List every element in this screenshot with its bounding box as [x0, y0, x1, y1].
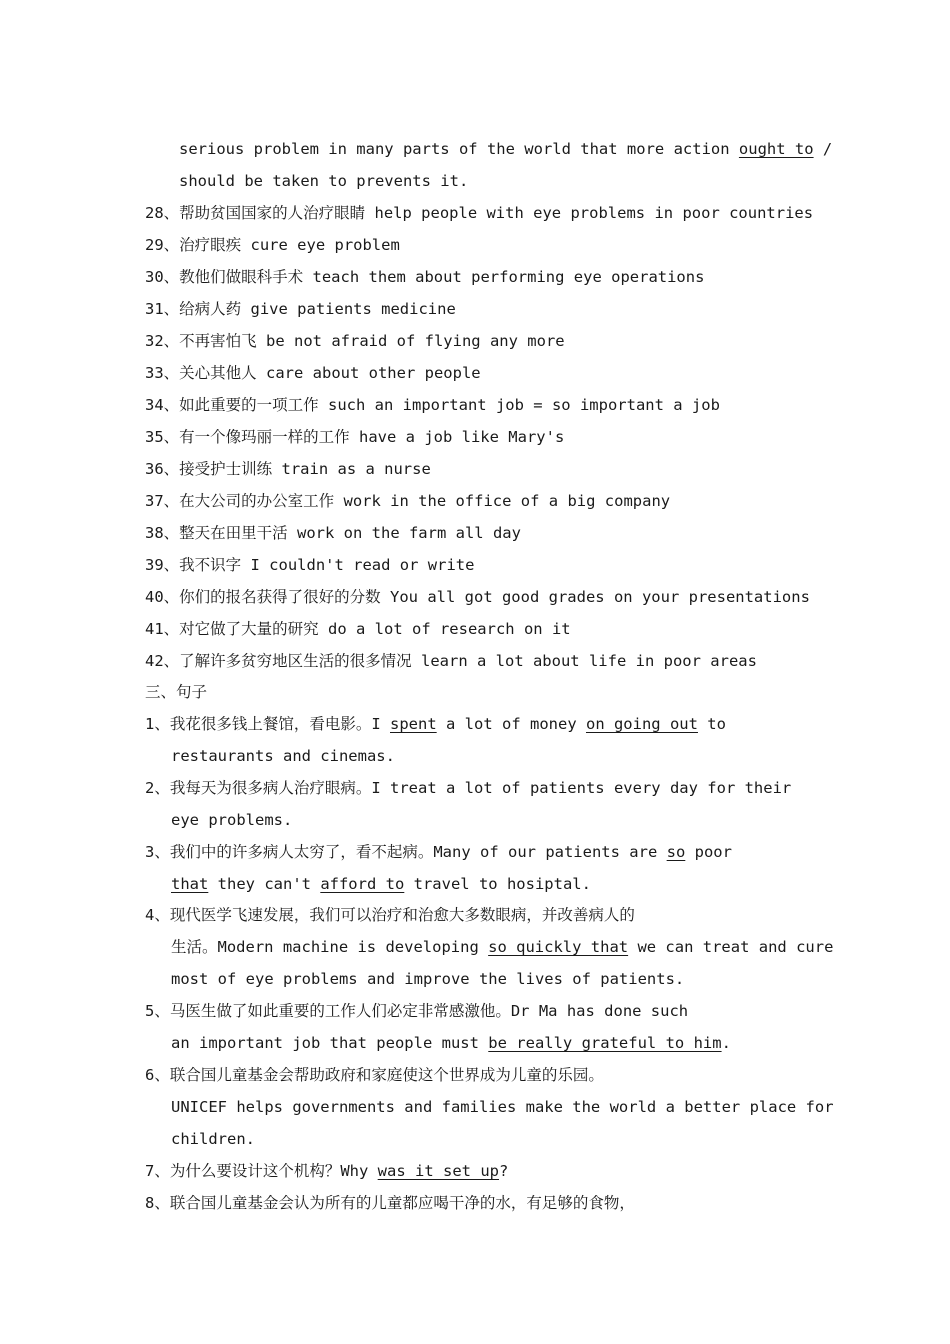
phrase-30: 30、教他们做眼科手术 teach them about performing eye operations — [145, 268, 705, 286]
phrase-33: 33、关心其他人 care about other people — [145, 364, 481, 382]
text: serious problem in many parts of the world that more action — [179, 140, 739, 158]
underlined-answer: be really grateful to him — [488, 1034, 722, 1052]
phrase-41: 41、对它做了大量的研究 do a lot of research on it — [145, 620, 571, 638]
sentence-3-line-1 — [145, 842, 732, 862]
sentence-5-line-2 — [171, 1033, 731, 1053]
section-title: 三、句子 — [145, 683, 208, 701]
sentence-1-line-1 — [145, 714, 726, 734]
sentence-7-line-1 — [145, 1161, 508, 1181]
text: 7、为什么要设计这个机构？Why — [145, 1162, 378, 1180]
sentence-2-line-2: eye problems. — [171, 811, 293, 829]
intro-line-1 — [179, 139, 832, 159]
text: a lot of money — [436, 715, 586, 733]
phrase-34: 34、如此重要的一项工作 such an important job = so important a job — [145, 396, 720, 414]
sentence-1-line-2: restaurants and cinemas. — [171, 747, 395, 765]
phrase-35: 35、有一个像玛丽一样的工作 have a job like Mary's — [145, 428, 565, 446]
text: / — [813, 140, 833, 158]
phrase-28: 28、帮助贫国国家的人治疗眼睛 help people with eye problems in poor countries — [145, 204, 814, 222]
text: poor — [685, 843, 732, 861]
sentence-4-line-2 — [171, 937, 833, 957]
underlined-answer: so quickly that — [488, 938, 629, 956]
text: 生活。Modern machine is developing — [171, 938, 489, 956]
underlined-answer: spent — [390, 715, 437, 733]
text: 3、我们中的许多病人太穷了，看不起病。Many of our patients are — [145, 843, 667, 861]
sentence-4-line-1: 4、现代医学飞速发展，我们可以治疗和治愈大多数眼病，并改善病人的 — [145, 906, 635, 924]
sentence-4-line-3: most of eye problems and improve the lives of patients. — [171, 970, 685, 988]
text: travel to hosiptal. — [404, 875, 591, 893]
intro-line-2: should be taken to prevents it. — [179, 172, 469, 190]
text: 1、我花很多钱上餐馆，看电影。I — [145, 715, 390, 733]
phrase-38: 38、整天在田里干活 work on the farm all day — [145, 524, 521, 542]
sentence-5-line-1: 5、马医生做了如此重要的工作人们必定非常感激他。Dr Ma has done such — [145, 1002, 689, 1020]
sentence-6-line-3: children. — [171, 1130, 255, 1148]
text: ? — [499, 1162, 509, 1180]
underlined-answer: ought to — [738, 140, 814, 158]
underlined-answer: on going out — [585, 715, 698, 733]
text: we can treat and cure — [628, 938, 834, 956]
phrase-32: 32、不再害怕飞 be not afraid of flying any more — [145, 332, 565, 350]
phrase-39: 39、我不识字 I couldn't read or write — [145, 556, 475, 574]
text: to — [697, 715, 726, 733]
phrase-29: 29、治疗眼疾 cure eye problem — [145, 236, 400, 254]
underlined-answer: was it set up — [377, 1162, 499, 1180]
underlined-answer: afford to — [320, 875, 405, 893]
underlined-answer: that — [171, 875, 209, 893]
phrase-40: 40、你们的报名获得了很好的分数 You all got good grades on your presentations — [145, 588, 810, 606]
sentence-8-line-1: 8、联合国儿童基金会认为所有的儿童都应喝干净的水，有足够的食物， — [145, 1194, 635, 1212]
sentence-3-line-2 — [171, 874, 591, 894]
phrase-31: 31、给病人药 give patients medicine — [145, 300, 456, 318]
sentence-2-line-1: 2、我每天为很多病人治疗眼病。I treat a lot of patients every day for their — [145, 779, 792, 797]
text: . — [721, 1034, 731, 1052]
text: they can't — [208, 875, 321, 893]
phrase-36: 36、接受护士训练 train as a nurse — [145, 460, 431, 478]
phrase-42: 42、了解许多贫穷地区生活的很多情况 learn a lot about life in poor areas — [145, 652, 757, 670]
sentence-6-line-2: UNICEF helps governments and families make the world a better place for — [171, 1098, 834, 1116]
text: an important job that people must — [171, 1034, 489, 1052]
phrase-37: 37、在大公司的办公室工作 work in the office of a big company — [145, 492, 671, 510]
underlined-answer: so — [666, 843, 686, 861]
sentence-6-line-1: 6、联合国儿童基金会帮助政府和家庭使这个世界成为儿童的乐园。 — [145, 1066, 604, 1084]
